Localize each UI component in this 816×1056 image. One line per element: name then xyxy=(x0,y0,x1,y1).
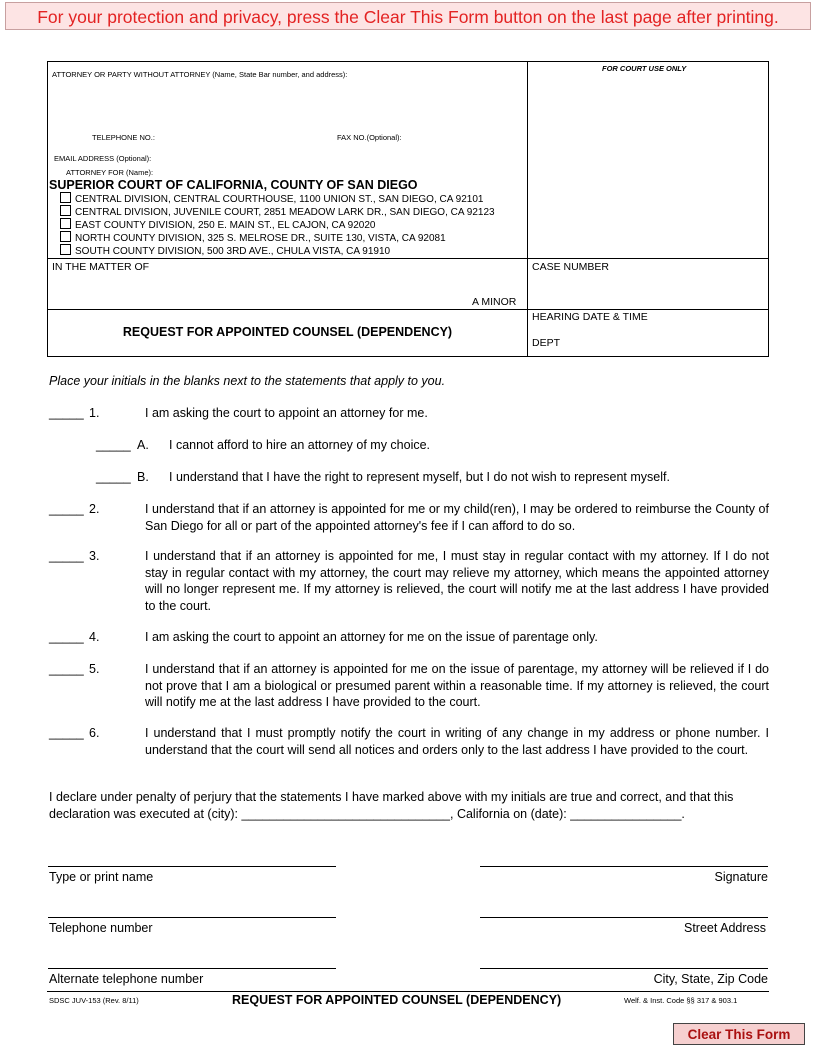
form-id: SDSC JUV-153 (Rev. 8/11) xyxy=(49,996,139,1005)
telephone-line[interactable] xyxy=(48,917,336,918)
initial-blank[interactable]: _____ xyxy=(49,662,84,676)
item-letter: B. xyxy=(137,470,149,484)
print-name-line[interactable] xyxy=(48,866,336,867)
caption-rule-1 xyxy=(47,258,769,259)
court-name: SUPERIOR COURT OF CALIFORNIA, COUNTY OF SAN DIEGO xyxy=(49,178,418,192)
initial-blank[interactable]: _____ xyxy=(49,630,84,644)
item-number: 5. xyxy=(89,662,100,676)
checkbox[interactable] xyxy=(60,244,71,255)
item-number: 6. xyxy=(89,726,100,740)
footer-rule xyxy=(47,991,769,992)
initial-blank[interactable]: _____ xyxy=(96,470,131,484)
clear-form-button[interactable]: Clear This Form xyxy=(673,1023,805,1045)
minor-label: A MINOR xyxy=(472,296,517,308)
checkbox[interactable] xyxy=(60,231,71,242)
initial-blank[interactable]: _____ xyxy=(49,406,84,420)
telephone-number-label: Telephone number xyxy=(49,921,153,935)
privacy-banner: For your protection and privacy, press the Clear This Form button on the last page after printing. xyxy=(5,2,811,30)
item-number: 3. xyxy=(89,549,100,563)
item-a-text: I cannot afford to hire an attorney of my choice. xyxy=(169,438,431,452)
initial-blank[interactable]: _____ xyxy=(49,502,84,516)
fax-label: FAX NO.(Optional): xyxy=(337,133,402,142)
signature-line[interactable] xyxy=(480,866,768,867)
item-letter: A. xyxy=(137,438,149,452)
item-4-text: I am asking the court to appoint an attorney for me on the issue of parentage only. xyxy=(145,630,598,644)
attorney-for-label: ATTORNEY FOR (Name): xyxy=(66,168,154,177)
telephone-label: TELEPHONE NO.: xyxy=(92,133,155,142)
item-6-text: I understand that I must promptly notify the court in writing of any change in my address or phone number. I understand that the court will send all notices and orders only to the last address I have provided to the court. xyxy=(145,726,769,757)
case-number-label: CASE NUMBER xyxy=(532,261,610,273)
signature-label: Signature xyxy=(714,870,768,884)
division-list xyxy=(60,192,495,257)
item-2-text: I understand that if an attorney is appointed for me or my child(ren), I may be ordered to reimburse the County of San Diego for all or part of the appointed attorney's fee if I can afford to do so. xyxy=(145,502,769,533)
dept-label: DEPT xyxy=(532,337,561,349)
declaration: I declare under penalty of perjury that the statements I have marked above with my initials are true and correct, and that this declaration was executed at (city): ______________________________, California on (date): ________________. xyxy=(49,790,734,821)
attorney-label: ATTORNEY OR PARTY WITHOUT ATTORNEY (Name, State Bar number, and address): xyxy=(52,70,348,79)
email-label: EMAIL ADDRESS (Optional): xyxy=(54,154,152,163)
form-title: REQUEST FOR APPOINTED COUNSEL (DEPENDENCY) xyxy=(122,325,453,339)
print-name-label: Type or print name xyxy=(49,870,154,884)
item-5-text: I understand that if an attorney is appointed for me on the issue of parentage, my attorney will be relieved if I do not prove that I am a biological or presumed parent within a reasonable time. If my attorney is relieved, the court will notify me at the last address I have provided to the court. xyxy=(145,662,769,709)
division-option[interactable]: NORTH COUNTY DIVISION, 325 S. MELROSE DR., SUITE 130, VISTA, CA 92081 xyxy=(60,231,495,244)
initial-blank[interactable]: _____ xyxy=(96,438,131,452)
initial-blank[interactable]: _____ xyxy=(49,549,84,563)
hearing-label: HEARING DATE & TIME xyxy=(532,311,648,323)
item-number: 1. xyxy=(89,406,100,420)
alt-telephone-label: Alternate telephone number xyxy=(49,972,204,986)
caption-rule-2 xyxy=(47,309,769,310)
division-option[interactable]: CENTRAL DIVISION, JUVENILE COURT, 2851 MEADOW LARK DR., SAN DIEGO, CA 92123 xyxy=(60,205,495,218)
street-line[interactable] xyxy=(480,917,768,918)
division-option[interactable]: EAST COUNTY DIVISION, 250 E. MAIN ST., EL CAJON, CA 92020 xyxy=(60,218,495,231)
matter-label: IN THE MATTER OF xyxy=(52,261,150,273)
caption-divider xyxy=(527,61,528,357)
footer-title: REQUEST FOR APPOINTED COUNSEL (DEPENDENCY) xyxy=(232,993,562,1007)
instructions: Place your initials in the blanks next to the statements that apply to you. xyxy=(49,374,446,388)
item-1-text: I am asking the court to appoint an attorney for me. xyxy=(145,406,428,420)
statute-code: Welf. & Inst. Code §§ 317 & 903.1 xyxy=(624,996,738,1005)
checkbox[interactable] xyxy=(60,218,71,229)
item-b-text: I understand that I have the right to represent myself, but I do not wish to represent myself. xyxy=(169,470,670,484)
item-number: 4. xyxy=(89,630,100,644)
checkbox[interactable] xyxy=(60,192,71,203)
checkbox[interactable] xyxy=(60,205,71,216)
court-use-label: FOR COURT USE ONLY xyxy=(602,64,687,73)
item-3-text: I understand that if an attorney is appointed for me, I must stay in regular contact with my attorney. If I do not stay in regular contact with my attorney, the court may relieve my attorney, which means the appointed attorney will no longer represent me. If my attorney is relieved, the court will notify me at the last address I have provided to the court. xyxy=(145,549,769,613)
city-line[interactable] xyxy=(480,968,768,969)
division-option[interactable]: SOUTH COUNTY DIVISION, 500 3RD AVE., CHULA VISTA, CA 91910 xyxy=(60,244,495,257)
alt-telephone-line[interactable] xyxy=(48,968,336,969)
division-option[interactable]: CENTRAL DIVISION, CENTRAL COURTHOUSE, 1100 UNION ST., SAN DIEGO, CA 92101 xyxy=(60,192,495,205)
city-state-zip-label: City, State, Zip Code xyxy=(653,972,768,986)
item-number: 2. xyxy=(89,502,100,516)
initial-blank[interactable]: _____ xyxy=(49,726,84,740)
street-address-label: Street Address xyxy=(684,921,766,935)
